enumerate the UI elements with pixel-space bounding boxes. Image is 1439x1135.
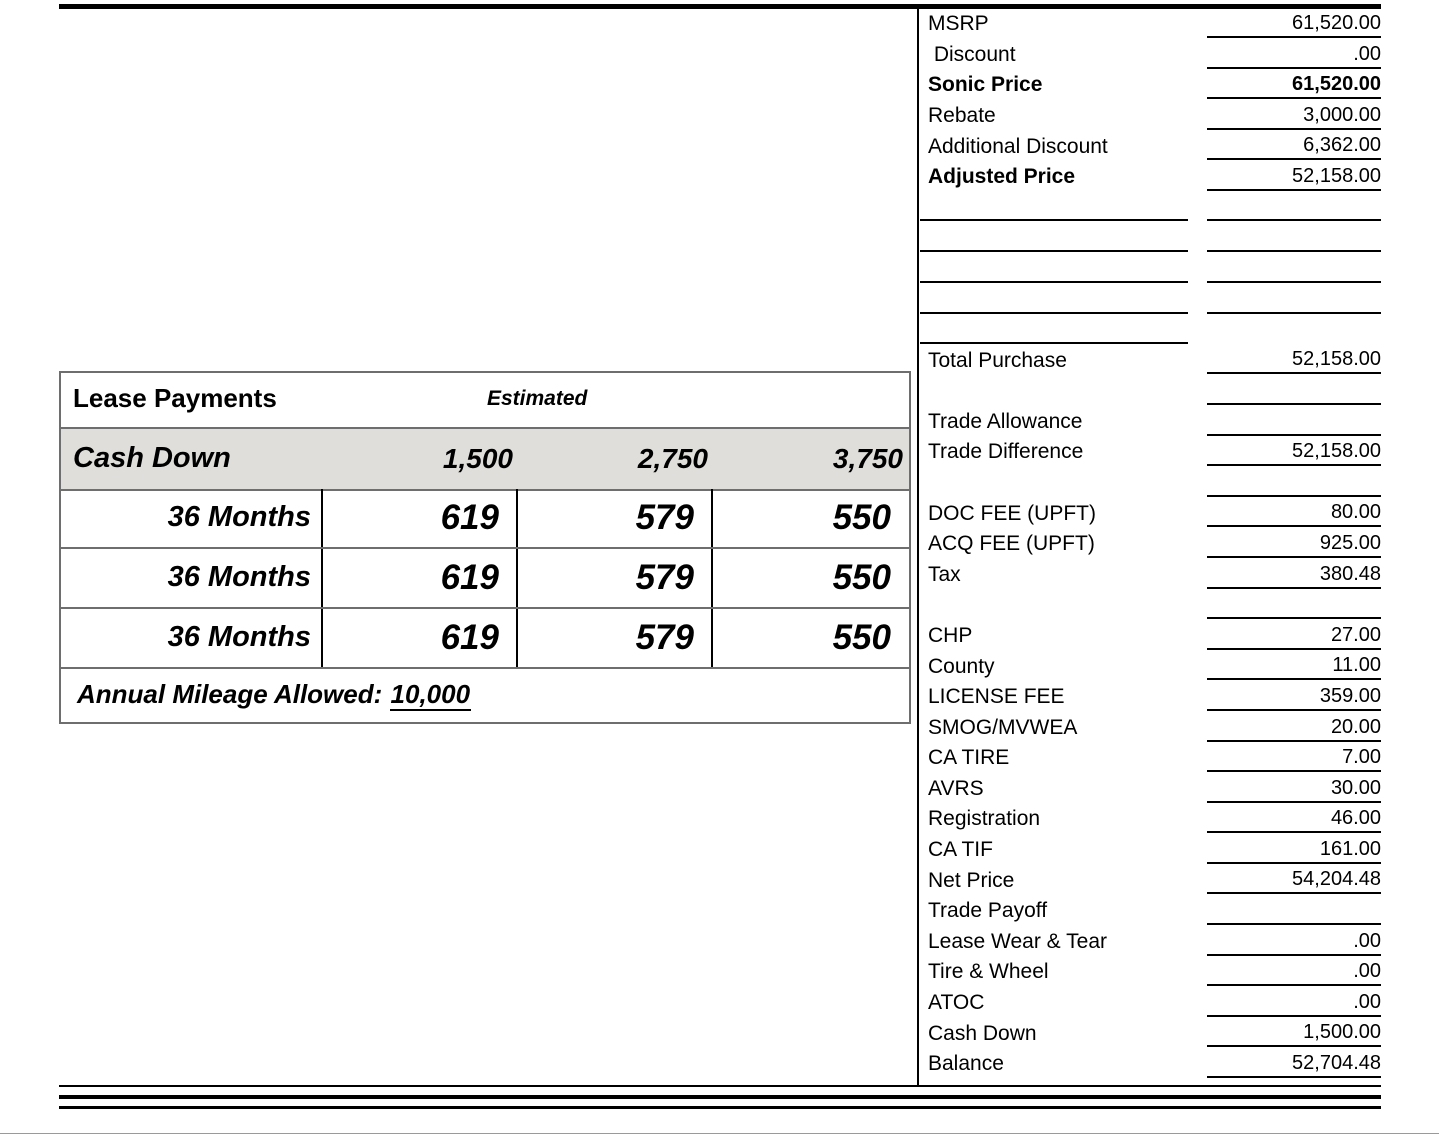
summary-label-ca-tire: CA TIRE <box>928 746 1010 769</box>
payment-row <box>61 609 909 669</box>
payment-amount: 619 <box>440 618 499 657</box>
summary-label-tire-wheel: Tire & Wheel <box>928 960 1049 983</box>
summary-underline <box>1207 862 1381 864</box>
summary-underline <box>1207 464 1381 466</box>
summary-value-license-fee: 359.00 <box>1319 685 1381 707</box>
column-divider <box>917 9 919 1087</box>
summary-underline <box>1207 801 1381 803</box>
payment-amount: 619 <box>440 558 499 597</box>
summary-value-tax: 380.48 <box>1319 563 1381 585</box>
bottom-rule-1 <box>59 1085 1381 1087</box>
summary-label-rebate: Rebate <box>928 104 996 127</box>
summary-label-acq-fee: ACQ FEE (UPFT) <box>928 532 1095 555</box>
payment-amount: 550 <box>832 618 891 657</box>
summary-label-avrs: AVRS <box>928 777 984 800</box>
summary-underline <box>1207 556 1381 558</box>
summary-underline <box>1207 97 1381 99</box>
top-rule <box>59 4 1381 9</box>
summary-value-avrs: 30.00 <box>1330 777 1381 799</box>
mileage-value: 10,000 <box>390 679 471 709</box>
payment-amount: 619 <box>440 498 499 537</box>
summary-value-doc-fee: 80.00 <box>1330 501 1381 523</box>
summary-label-adjusted-price: Adjusted Price <box>928 165 1076 188</box>
summary-underline <box>1207 1045 1381 1047</box>
column-divider <box>321 549 323 607</box>
column-divider <box>321 609 323 667</box>
summary-value-smog: 20.00 <box>1330 716 1381 738</box>
summary-label-discount: Discount <box>928 43 1016 66</box>
summary-underline <box>1207 189 1381 191</box>
summary-label-sonic-price: Sonic Price <box>928 73 1043 96</box>
blank-label-line <box>920 312 1188 314</box>
summary-label-doc-fee: DOC FEE (UPFT) <box>928 502 1096 525</box>
summary-underline <box>1207 372 1381 374</box>
summary-value-registration: 46.00 <box>1330 807 1381 829</box>
summary-value-ca-tif: 161.00 <box>1319 838 1381 860</box>
mileage-row <box>61 669 909 722</box>
summary-value-adjusted-price: 52,158.00 <box>1292 165 1381 187</box>
summary-label-license-fee: LICENSE FEE <box>928 685 1065 708</box>
cash-down-label: Cash Down <box>73 442 231 474</box>
summary-underline <box>1207 158 1381 160</box>
summary-label-chp: CHP <box>928 624 973 647</box>
summary-underline <box>1207 770 1381 772</box>
column-divider <box>711 549 713 607</box>
summary-underline <box>1207 1076 1381 1078</box>
payment-term: 36 Months <box>167 621 311 653</box>
summary-underline <box>1207 892 1381 894</box>
summary-value-sonic-price: 61,520.00 <box>1292 73 1381 95</box>
summary-underline <box>1207 831 1381 833</box>
summary-value-tire-wheel: .00 <box>1353 960 1381 982</box>
summary-label-additional-discount: Additional Discount <box>928 135 1108 158</box>
summary-value-trade-difference: 52,158.00 <box>1292 440 1381 462</box>
summary-value-additional-discount: 6,362.00 <box>1303 134 1381 156</box>
blank-value-line <box>1207 219 1381 221</box>
column-divider <box>711 609 713 667</box>
summary-underline <box>1207 587 1381 589</box>
payment-row <box>61 489 909 549</box>
summary-label-trade-allowance: Trade Allowance <box>928 410 1083 433</box>
summary-label-cash-down: Cash Down <box>928 1022 1037 1045</box>
summary-label-lease-wear: Lease Wear & Tear <box>928 930 1107 953</box>
blank-label-line <box>920 281 1188 283</box>
summary-value-discount: .00 <box>1353 43 1381 65</box>
summary-label-tax: Tax <box>928 563 961 586</box>
column-divider <box>516 549 518 607</box>
cash-down-option-2: 2,750 <box>637 443 708 474</box>
column-divider <box>711 489 713 547</box>
column-divider <box>516 609 518 667</box>
summary-underline <box>1207 36 1381 38</box>
column-divider <box>516 489 518 547</box>
summary-value-county: 11.00 <box>1332 654 1381 676</box>
summary-label-registration: Registration <box>928 807 1041 830</box>
summary-label-total-purchase: Total Purchase <box>928 349 1067 372</box>
lease-estimated-label: Estimated <box>487 387 588 410</box>
summary-underline <box>1207 525 1381 527</box>
page-bottom-edge <box>0 1133 1439 1134</box>
summary-label-msrp: MSRP <box>928 12 989 35</box>
summary-value-msrp: 61,520.00 <box>1292 12 1381 34</box>
summary-value-acq-fee: 925.00 <box>1319 532 1381 554</box>
summary-label-trade-difference: Trade Difference <box>928 440 1084 463</box>
blank-value-line <box>1207 250 1381 252</box>
payment-term: 36 Months <box>167 501 311 533</box>
summary-underline <box>1207 434 1381 436</box>
summary-underline <box>1207 1015 1381 1017</box>
blank-value-line <box>1207 312 1381 314</box>
summary-label-trade-payoff: Trade Payoff <box>928 899 1048 922</box>
summary-underline <box>1207 709 1381 711</box>
summary-underline <box>1207 923 1381 925</box>
mileage-label: Annual Mileage Allowed: <box>77 679 383 709</box>
summary-label-atoc: ATOC <box>928 991 985 1014</box>
summary-label-ca-tif: CA TIF <box>928 838 993 861</box>
lease-payments-table <box>59 371 911 724</box>
summary-label-net-price: Net Price <box>928 869 1015 892</box>
summary-value-balance: 52,704.48 <box>1292 1052 1381 1074</box>
cash-down-row <box>61 427 909 491</box>
payment-row <box>61 549 909 609</box>
summary-value-cash-down: 1,500.00 <box>1303 1021 1381 1043</box>
blank-label-line <box>920 250 1188 252</box>
bottom-rule-2 <box>59 1095 1381 1099</box>
summary-value-net-price: 54,204.48 <box>1292 868 1381 890</box>
cash-down-option-1: 1,500 <box>442 443 513 474</box>
blank-label-line <box>920 219 1188 221</box>
summary-value-atoc: .00 <box>1353 991 1381 1013</box>
summary-underline <box>1207 740 1381 742</box>
payment-amount: 579 <box>635 618 694 657</box>
summary-value-total-purchase: 52,158.00 <box>1292 348 1381 370</box>
lease-title: Lease Payments <box>73 383 277 413</box>
payment-amount: 579 <box>635 498 694 537</box>
summary-value-rebate: 3,000.00 <box>1303 104 1381 126</box>
summary-underline <box>1207 403 1381 405</box>
cash-down-option-3: 3,750 <box>832 443 903 474</box>
summary-value-ca-tire: 7.00 <box>1342 746 1381 768</box>
blank-value-line <box>1207 281 1381 283</box>
summary-underline <box>1207 648 1381 650</box>
summary-underline <box>1207 984 1381 986</box>
bottom-rule-3 <box>59 1106 1381 1109</box>
summary-value-chp: 27.00 <box>1330 624 1381 646</box>
summary-label-county: County <box>928 655 995 678</box>
summary-underline <box>1207 495 1381 497</box>
summary-underline <box>1207 954 1381 956</box>
summary-value-lease-wear: .00 <box>1353 930 1381 952</box>
summary-label-balance: Balance <box>928 1052 1004 1075</box>
payment-amount: 550 <box>832 558 891 597</box>
payment-amount: 579 <box>635 558 694 597</box>
summary-label-smog: SMOG/MVWEA <box>928 716 1078 739</box>
summary-underline <box>1207 617 1381 619</box>
summary-underline <box>1207 678 1381 680</box>
mileage-text <box>77 679 471 710</box>
blank-label-line <box>920 342 1188 344</box>
column-divider <box>321 489 323 547</box>
summary-underline <box>1207 128 1381 130</box>
payment-amount: 550 <box>832 498 891 537</box>
summary-underline <box>1207 67 1381 69</box>
payment-term: 36 Months <box>167 561 311 593</box>
